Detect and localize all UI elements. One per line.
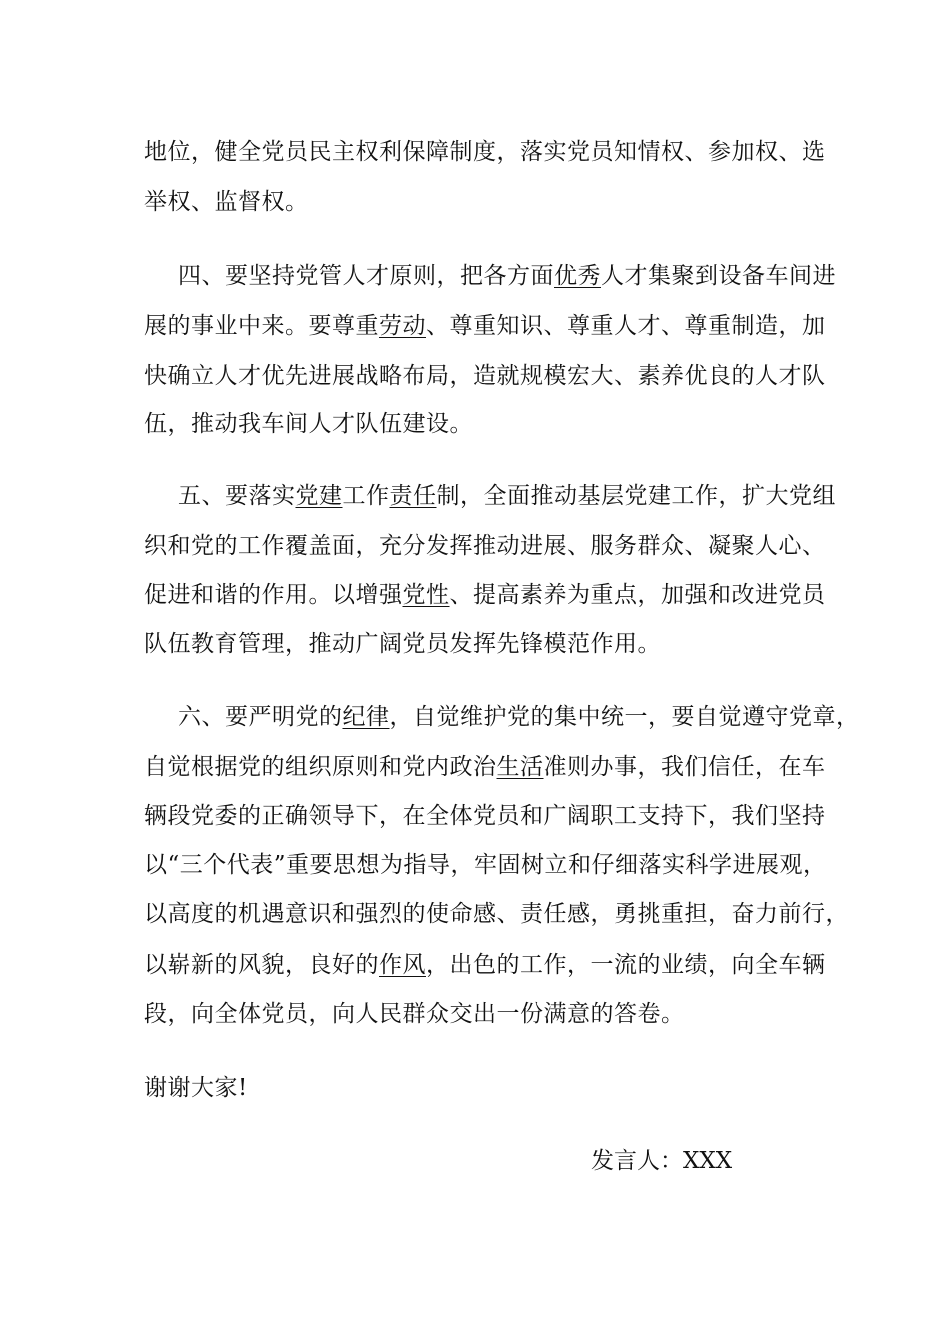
paragraph-4-line-4: 伍，推动我车间人才队伍建设。	[144, 411, 473, 437]
paragraph-5-line-4: 队伍教育管理，推动广阔党员发挥先锋模范作用。	[144, 631, 661, 657]
paragraph-5-line-3: 促进和谐的作用。以增强党性、提高素养为重点，加强和改进党员	[144, 582, 826, 608]
underlined-term: 优秀	[554, 263, 601, 289]
paragraph-3-line-1: 地位，健全党员民主权利保障制度，落实党员知情权、参加权、选	[144, 139, 826, 165]
paragraph-5-line-2: 织和党的工作覆盖面，充分发挥推动进展、服务群众、凝聚人心、	[144, 533, 826, 559]
paragraph-3-line-2: 举权、监督权。	[144, 189, 309, 215]
paragraph-6-line-6: 以崭新的风貌，良好的作风，出色的工作，一流的业绩，向全车辆	[144, 952, 826, 978]
speaker-signature: 发言人：XXX	[591, 1148, 733, 1174]
paragraph-4-line-1: 四、要坚持党管人才原则，把各方面优秀人才集聚到设备车间进	[178, 263, 836, 289]
paragraph-6-line-2: 自觉根据党的组织原则和党内政治生活准则办事，我们信任，在车	[144, 754, 826, 780]
closing-thanks: 谢谢大家!	[144, 1075, 248, 1101]
paragraph-4-line-2: 展的事业中来。要尊重劳动、尊重知识、尊重人才、尊重制造，加	[144, 313, 826, 339]
underlined-term: 党性	[402, 582, 450, 608]
underlined-term: 党建	[295, 483, 343, 509]
paragraph-6-line-4: 以“三个代表”重要思想为指导，牢固树立和仔细落实科学进展观，	[144, 852, 827, 878]
underlined-term: 责任	[389, 483, 437, 509]
underlined-term: 生活	[496, 754, 544, 780]
paragraph-5-line-1: 五、要落实党建工作责任制，全面推动基层党建工作，扩大党组	[178, 483, 836, 509]
paragraph-6-line-7: 段，向全体党员，向人民群众交出一份满意的答卷。	[144, 1001, 685, 1027]
paragraph-6-line-1: 六、要严明党的纪律，自觉维护党的集中统一，要自觉遵守党章，	[178, 704, 860, 730]
underlined-term: 纪律	[342, 704, 390, 730]
underlined-term: 作风	[379, 952, 426, 978]
underlined-term: 劳动	[379, 313, 426, 339]
paragraph-6-line-5: 以高度的机遇意识和强烈的使命感、责任感，勇挑重担，奋力前行，	[144, 901, 849, 927]
paragraph-4-line-3: 快确立人才优先进展战略布局，造就规模宏大、素养优良的人才队	[144, 363, 826, 389]
paragraph-6-line-3: 辆段党委的正确领导下，在全体党员和广阔职工支持下，我们坚持	[144, 803, 826, 829]
